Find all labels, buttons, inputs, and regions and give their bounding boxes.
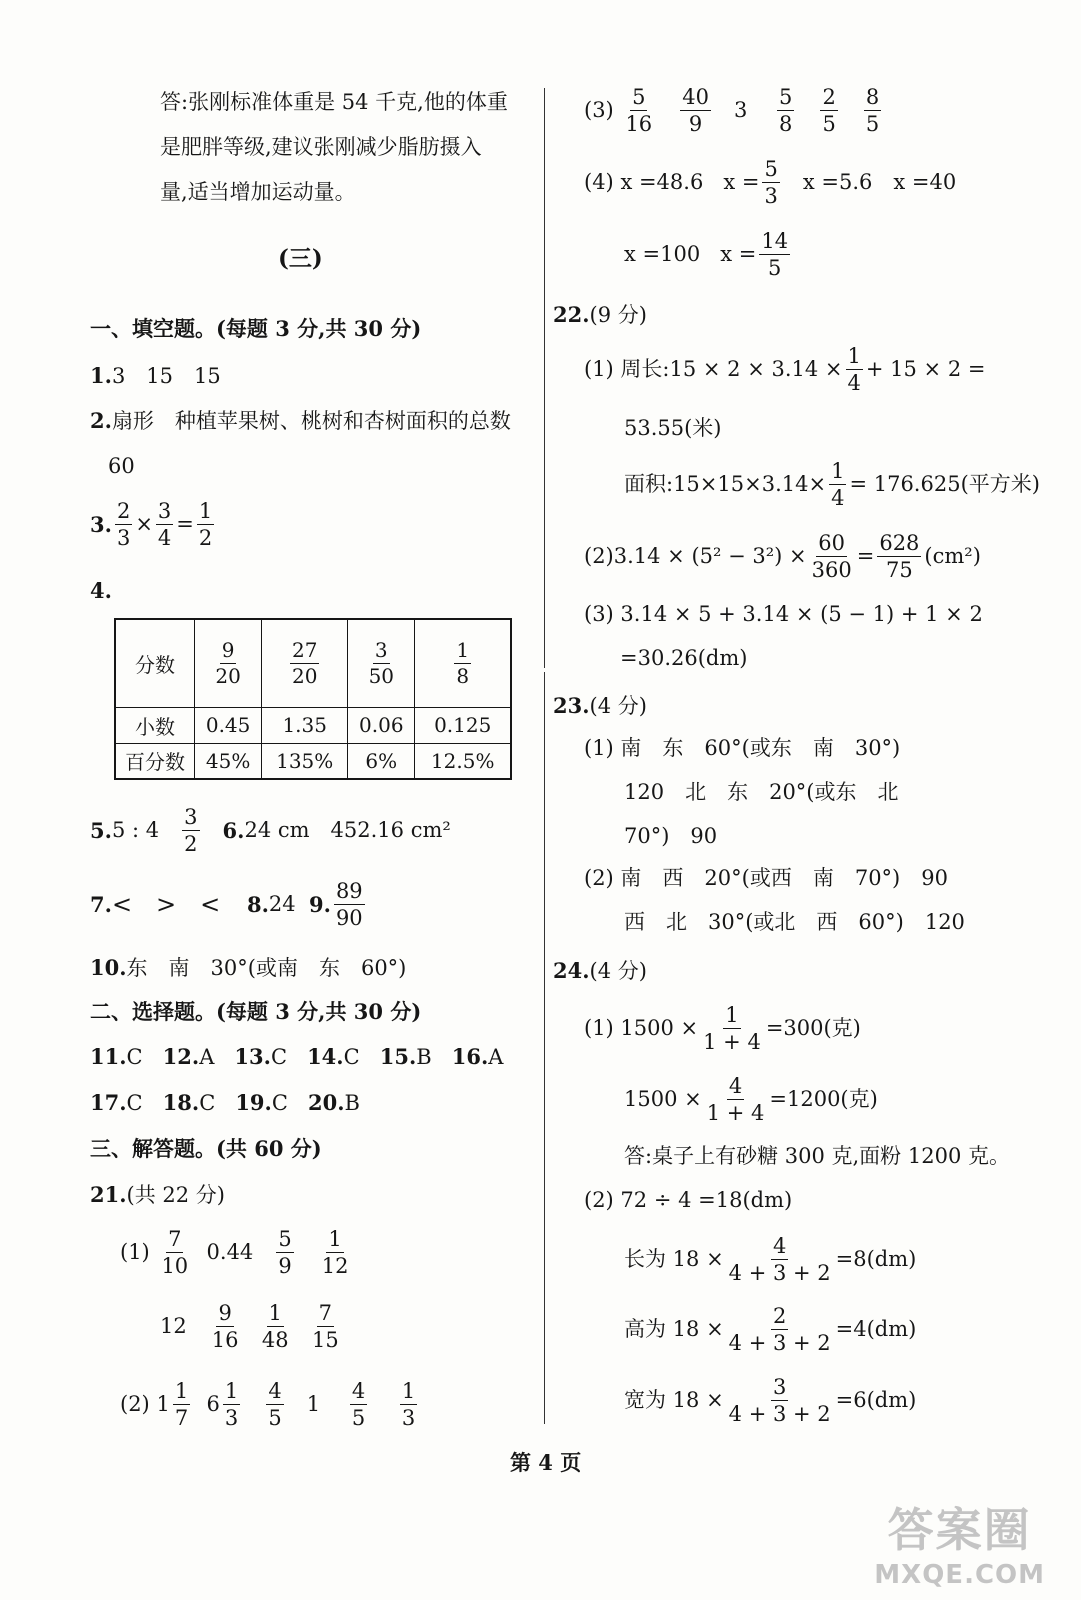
fraction: $\frac{8}{5}$ [865, 85, 880, 137]
q21-p1-row2 [160, 1302, 344, 1351]
q16-answer: A [488, 1045, 504, 1069]
q21-p4-row2 [624, 230, 793, 279]
fraction: $\frac{5}{9}$ [278, 1227, 292, 1279]
fraction: $\frac{4}{4 + 3 + 2}$ [728, 1234, 831, 1286]
q3-frac-1: $\frac{2}{3}$ [116, 499, 131, 551]
fraction: $\frac{7}{10}$ [161, 1227, 189, 1279]
table-cell: $\frac{1}{8}$ [415, 619, 511, 707]
fraction: $\frac{5}{16}$ [625, 85, 653, 137]
table-cell: $\frac{27}{20}$ [262, 619, 348, 707]
table-cell: $\frac{9}{20}$ [195, 619, 262, 707]
q3-frac-2: $\frac{3}{4}$ [157, 499, 172, 551]
q13-answer: C [270, 1045, 288, 1069]
q17-answer: C [126, 1091, 143, 1115]
q24-number: 24. [553, 958, 590, 983]
table-header-fraction: 分数 [115, 619, 195, 707]
q23-line4: (2) 南 西 20°(或西 南 70°) 90 [584, 866, 948, 890]
q19-answer: C [271, 1091, 288, 1115]
table-cell: 0.06 [348, 707, 415, 743]
q22-p1-result: 53.55(米) [624, 416, 722, 440]
q8-number: 8. [246, 892, 269, 918]
q22-p3-line1: (3) 3.14 × 5 + 3.14 × (5 − 1) + 1 × 2 [584, 602, 983, 626]
length-calc: 长为 18 × [624, 1247, 724, 1272]
q18-answer: C [199, 1091, 216, 1115]
q22-p1-area [624, 460, 1040, 509]
q15-answer: B [416, 1045, 432, 1069]
q11-answer: C [126, 1045, 143, 1069]
fraction: $\frac{2}{4 + 3 + 2}$ [728, 1304, 831, 1356]
fraction: $\frac{1}{4}$ [831, 459, 845, 511]
q16-number: 16. [451, 1044, 489, 1069]
section-title: (三) [278, 245, 323, 272]
height-calc: =4(dm) [835, 1317, 917, 1342]
fraction: $\frac{4}{1 + 4}$ [706, 1074, 765, 1126]
fraction: $\frac{60}{360}$ [811, 531, 852, 583]
q18-number: 18. [162, 1090, 200, 1115]
decimal-value: 0.44 [206, 1240, 254, 1265]
table-cell: 1.35 [262, 707, 348, 743]
answer-line-3: 量,适当增加运动量。 [160, 180, 356, 204]
q23-number: 23. [553, 693, 590, 718]
q3-number: 3. [90, 512, 112, 538]
choice-row-1 [90, 1046, 503, 1068]
solution-value: x = [720, 242, 757, 267]
q6-number: 6. [222, 818, 245, 844]
q5-q6 [90, 806, 451, 855]
q6-answer: 24 cm 452.16 cm² [244, 818, 451, 843]
fraction: $\frac{1}{1 + 4}$ [703, 1003, 761, 1055]
q20-number: 20. [307, 1090, 345, 1115]
q22-p2 [584, 532, 981, 581]
fraction: $\frac{1}{12}$ [321, 1227, 349, 1279]
q24-height [624, 1305, 916, 1354]
q10-number: 10. [90, 955, 127, 980]
table-cell: 6% [348, 743, 415, 779]
q20-answer: B [344, 1091, 360, 1115]
q22-p3-line2: =30.26(dm) [620, 646, 748, 670]
table-cell: 12.5% [415, 743, 511, 779]
page-number: 第 4 页 [510, 1450, 582, 1475]
q2 [90, 410, 511, 432]
q7-number: 7. [90, 892, 112, 918]
q21-p4-label: (4) [584, 170, 614, 195]
q21-header [90, 1184, 225, 1206]
column-divider-top [544, 88, 545, 668]
q21-p4-row1 [584, 158, 956, 207]
integer-value: 12 [160, 1314, 187, 1339]
q2-answer: 扇形 种植苹果树、桃树和杏树面积的总数 [111, 409, 511, 433]
fraction: $\frac{5}{3}$ [764, 157, 778, 209]
q21-number: 21. [90, 1182, 127, 1207]
table-header-percent: 百分数 [115, 743, 195, 779]
sugar-calc: =300(克) [765, 1016, 861, 1041]
fraction-table [114, 618, 512, 780]
q24-width [624, 1376, 916, 1425]
q8-answer: 24 [268, 892, 296, 917]
q5-number: 5. [90, 818, 112, 844]
q21-p1-label: (1) [120, 1240, 150, 1265]
width-calc: 宽为 18 × [624, 1388, 724, 1413]
mixed-whole: 6 [206, 1392, 220, 1417]
fraction: $\frac{1}{3}$ [224, 1379, 239, 1431]
sec2-header: 二、选择题。(每题 3 分,共 30 分) [90, 999, 422, 1024]
q3-times: × [135, 512, 153, 537]
table-cell: $\frac{3}{50}$ [348, 619, 415, 707]
q1-answer: 3 15 15 [111, 364, 221, 388]
fraction: $\frac{40}{9}$ [682, 85, 709, 137]
fraction: $\frac{1}{3}$ [401, 1379, 416, 1431]
area-calc: 面积:15×15×3.14× [624, 472, 827, 497]
q13-number: 13. [234, 1044, 271, 1069]
watermark-url: MXQE.COM [874, 1560, 1045, 1590]
sec1-header: 一、填空题。(每题 3 分,共 30 分) [90, 316, 422, 341]
watermark-text: 答案圈 [887, 1503, 1032, 1557]
integer-value: 3 [733, 98, 748, 123]
q24-score: (4 分) [589, 959, 647, 983]
q21-p1-row1 [120, 1228, 353, 1277]
q2-number: 2. [90, 408, 112, 433]
q22-score: (9 分) [589, 303, 647, 327]
fraction: $\frac{14}{5}$ [761, 229, 789, 281]
q23-line5: 西 北 30°(或北 西 60°) 120 [624, 910, 965, 934]
solution-value: x =48.6 [620, 170, 704, 195]
q3-frac-3: $\frac{1}{2}$ [198, 499, 213, 551]
q23-header [553, 695, 647, 717]
fraction: $\frac{9}{16}$ [211, 1301, 239, 1353]
q22-header [553, 304, 647, 326]
q12-number: 12. [162, 1044, 200, 1069]
table-cell: 45% [195, 743, 262, 779]
area-calc: = 176.625(平方米) [849, 472, 1040, 497]
q24-answer: 答:桌子上有砂糖 300 克,面粉 1200 克。 [624, 1144, 1010, 1168]
q23-line1: (1) 南 东 60°(或东 南 30°) [584, 736, 901, 760]
q22-number: 22. [553, 302, 590, 327]
solution-value: x =5.6 x =40 [802, 170, 957, 195]
q24-header [553, 960, 647, 982]
q21-p2-row [120, 1380, 420, 1429]
sec3-header: 三、解答题。(共 60 分) [90, 1136, 322, 1161]
q1 [90, 365, 221, 387]
q9-number: 9. [309, 892, 331, 918]
q12-answer: A [199, 1045, 215, 1069]
flour-calc: =1200(克) [769, 1087, 878, 1112]
fraction: $\frac{7}{15}$ [311, 1301, 339, 1353]
integer-value: 1 [306, 1392, 321, 1417]
q21-score: (共 22 分) [126, 1183, 226, 1207]
q14-number: 14. [307, 1044, 344, 1069]
ring-calc: = [856, 544, 875, 569]
table-row-fraction [115, 619, 511, 707]
q9-frac: $\frac{89}{90}$ [335, 879, 363, 931]
solution-value: x =100 [624, 242, 701, 267]
choice-row-2 [90, 1092, 360, 1114]
q19-number: 19. [235, 1090, 272, 1115]
q21-p3-row [584, 86, 884, 135]
fraction: $\frac{4}{5}$ [268, 1379, 282, 1431]
q23-score: (4 分) [589, 694, 647, 718]
perimeter-calc: + 15 × 2 = [865, 357, 986, 382]
length-calc: =8(dm) [835, 1247, 917, 1272]
q24-p1-sugar [584, 1004, 861, 1053]
table-cell: 135% [262, 743, 348, 779]
q22-p1-line1 [584, 345, 985, 394]
q2-extra: 60 [108, 454, 135, 478]
column-divider-bottom [544, 672, 545, 1424]
ring-calc: (2)3.14 × (5² − 3²) × [584, 544, 807, 569]
mixed-whole: 1 [156, 1392, 170, 1417]
q15-number: 15. [379, 1044, 417, 1069]
ring-calc: (cm²) [924, 544, 981, 569]
q17-number: 17. [90, 1090, 127, 1115]
q3 [90, 500, 217, 549]
fraction: $\frac{1}{48}$ [261, 1301, 289, 1353]
q14-answer: C [343, 1045, 360, 1069]
sugar-calc: (1) 1500 × [584, 1016, 699, 1041]
fraction: $\frac{1}{7}$ [174, 1379, 189, 1431]
table-cell: 0.45 [195, 707, 262, 743]
fraction: $\frac{5}{8}$ [779, 85, 793, 137]
q5-frac: $\frac{3}{2}$ [184, 805, 198, 857]
q7-answer: < > < [111, 890, 221, 919]
height-calc: 高为 18 × [624, 1317, 724, 1342]
q10-answer: 东 南 30°(或南 东 60°) [126, 956, 407, 980]
perimeter-calc: (1) 周长:15 × 2 × 3.14 × [584, 357, 843, 382]
width-calc: =6(dm) [835, 1388, 917, 1413]
q21-p3-label: (3) [584, 98, 614, 123]
q5-ratio: 5 : 4 [111, 818, 160, 843]
q4-number: 4. [90, 578, 112, 603]
answer-line-1: 答:张刚标准体重是 54 千克,他的体重 [160, 90, 508, 114]
q10 [90, 957, 406, 979]
q11-number: 11. [90, 1044, 127, 1069]
table-header-decimal: 小数 [115, 707, 195, 743]
q24-length [624, 1235, 916, 1284]
q24-p1-flour [624, 1075, 878, 1124]
q3-equals: = [176, 512, 194, 537]
flour-calc: 1500 × [624, 1087, 702, 1112]
fraction: $\frac{2}{5}$ [822, 85, 836, 137]
table-cell: 0.125 [415, 707, 511, 743]
q7-q9 [90, 880, 368, 929]
q21-p2-label: (2) [120, 1392, 150, 1417]
fraction: $\frac{628}{75}$ [879, 531, 920, 583]
q1-number: 1. [90, 363, 112, 388]
watermark-logo [874, 1494, 1045, 1590]
fraction: $\frac{3}{4 + 3 + 2}$ [728, 1375, 831, 1427]
q24-p2-line1: (2) 72 ÷ 4 =18(dm) [584, 1188, 793, 1212]
table-row-decimal [115, 707, 511, 743]
q23-line2: 120 北 东 20°(或东 北 [624, 780, 899, 804]
fraction: $\frac{4}{5}$ [351, 1379, 366, 1431]
q23-line3: 70°) 90 [624, 824, 718, 848]
solution-value: x = [723, 170, 760, 195]
fraction: $\frac{1}{4}$ [847, 344, 861, 396]
answer-line-2: 是肥胖等级,建议张刚减少脂肪摄入 [160, 135, 482, 159]
table-row-percent [115, 743, 511, 779]
